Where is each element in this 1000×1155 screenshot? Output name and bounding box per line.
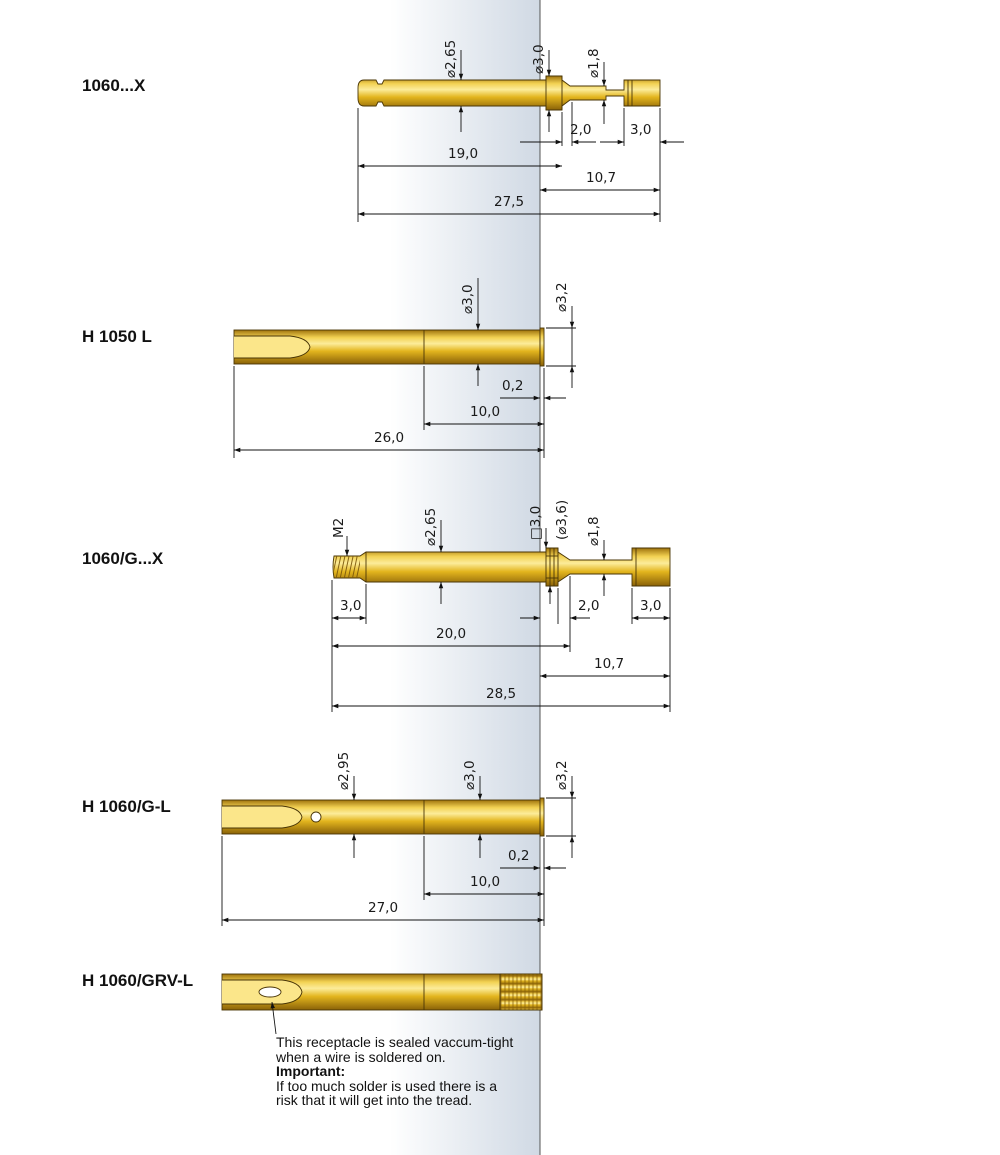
dim-p4-l-collar: 0,2 [508,848,530,864]
dim-p3-l-thread: 3,0 [340,598,362,614]
part-label-h1050l: H 1050 L [82,327,152,346]
note-line-1: This receptacle is sealed vaccum-tight [276,1034,514,1050]
dim-p2-d-collar: ⌀3,2 [554,282,570,312]
part-label-h1060gl: H 1060/G-L [82,797,171,816]
note-important-heading: Important: [276,1063,346,1079]
part-label-1060x: 1060...X [82,76,146,95]
dim-p3-thread: M2 [331,517,347,538]
dim-p1-l-head: 3,0 [630,122,652,138]
dim-p2-l-sleeve: 10,0 [470,404,501,420]
dim-p3-d-collar-ref: (⌀3,6) [554,499,570,540]
dim-p3-l-neck: 2,0 [578,598,600,614]
note-line-4: risk that it will get into the tread. [276,1092,473,1108]
dim-p4-d-body: ⌀3,0 [462,760,478,790]
dim-p1-l-front: 19,0 [448,146,479,162]
dim-p3-d-body: ⌀2,65 [423,507,439,546]
dim-p1-d-body: ⌀2,65 [443,39,459,78]
note-line-3: If too much solder is used there is a [276,1077,497,1094]
dim-p1-d-collar: ⌀3,0 [531,44,547,74]
sealing-note [276,1035,546,1108]
dim-p4-l-sleeve: 10,0 [470,874,501,890]
dim-p4-l-total: 27,0 [368,900,399,916]
dim-p4-d-collar: ⌀3,2 [554,760,570,790]
dim-p1-l-total: 27,5 [494,194,525,210]
dim-p1-d-tip: ⌀1,8 [586,48,602,78]
dim-p2-l-collar: 0,2 [502,378,524,394]
part-label-h1060grvl: H 1060/GRV-L [82,971,194,990]
dim-p3-l-rear: 10,7 [594,656,625,672]
part-label-1060gx: 1060/G...X [82,549,164,568]
dim-p2-l-total: 26,0 [374,430,405,446]
dim-p3-l-head: 3,0 [640,598,662,614]
dim-p1-l-neck: 2,0 [570,122,592,138]
dim-p2-d-body: ⌀3,0 [460,284,476,314]
dim-p3-d-tip: ⌀1,8 [586,516,602,546]
dim-p3-sq-collar: □3,0 [528,505,544,540]
dim-p1-l-rear: 10,7 [586,170,617,186]
note-line-2: when a wire is soldered on. [276,1048,446,1065]
dim-p4-d-hole: ⌀2,95 [336,751,352,790]
dim-p3-l-total: 28,5 [486,686,517,702]
dim-p3-l-front: 20,0 [436,626,467,642]
